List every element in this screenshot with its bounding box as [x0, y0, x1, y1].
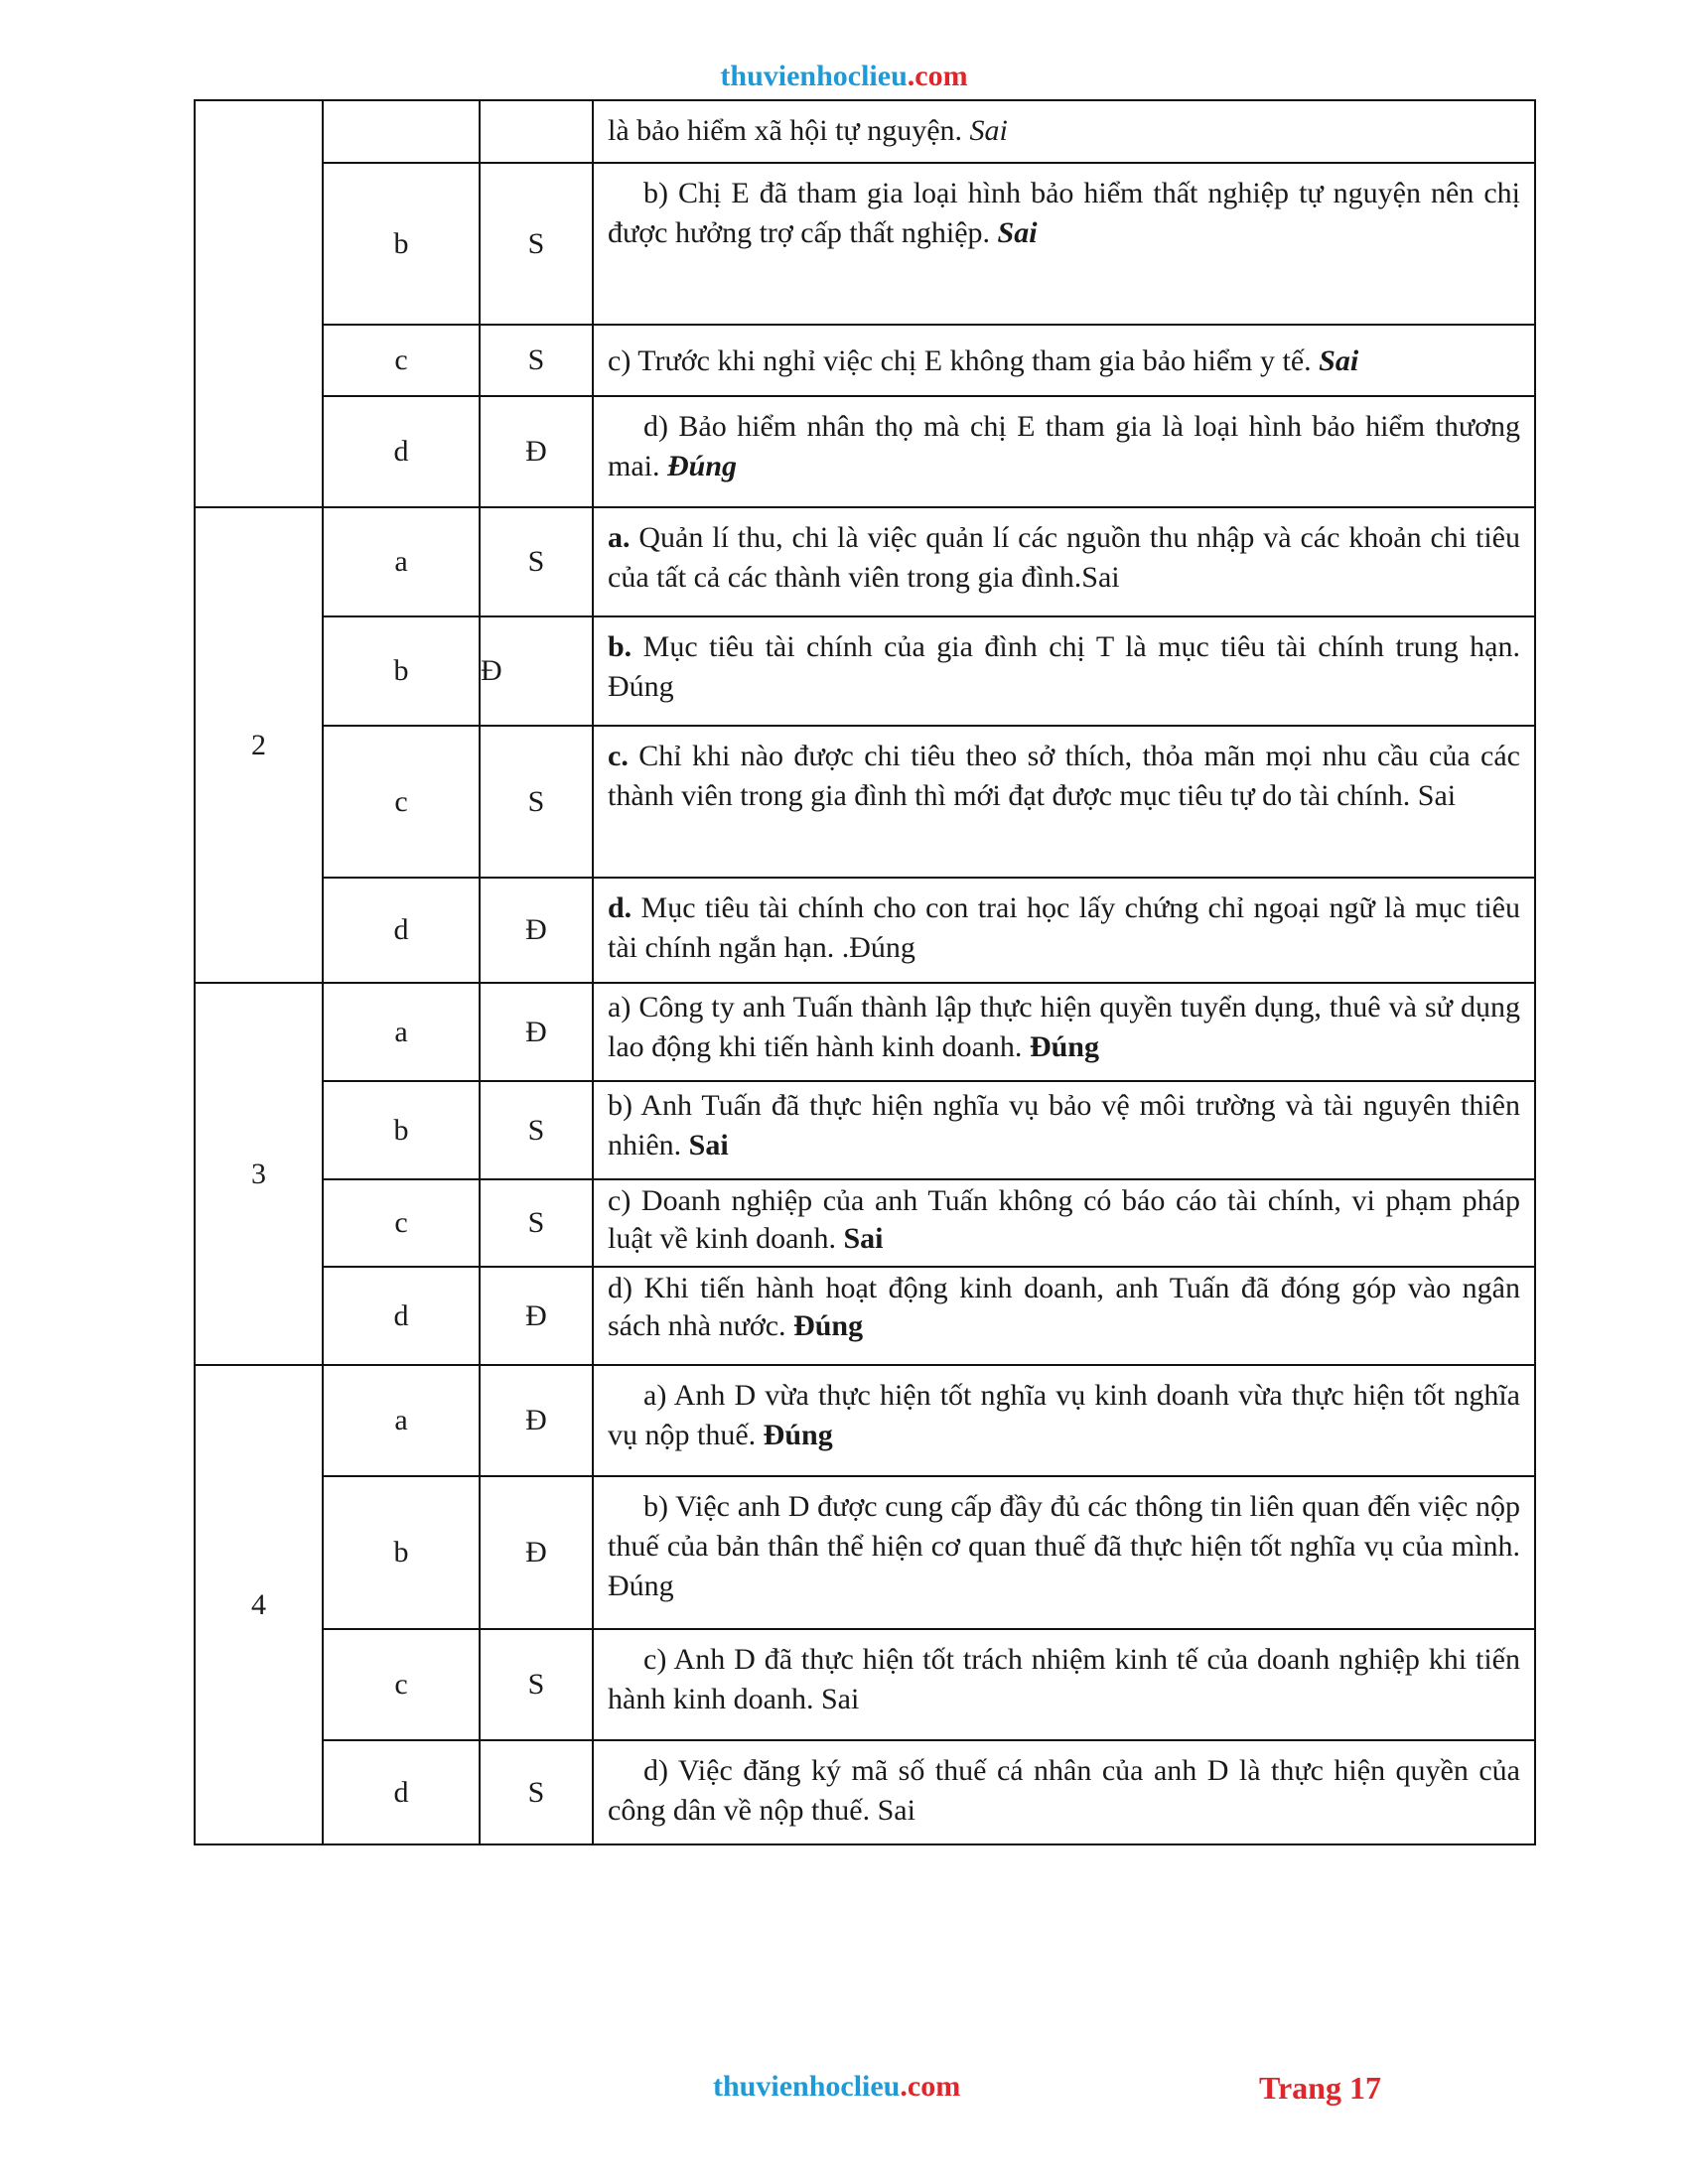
answer-verdict: Sai: [688, 1129, 729, 1161]
answer-text: d) Bảo hiểm nhân thọ mà chị E tham gia là loại hình bảo hiểm thương mai.: [608, 410, 1520, 482]
table-row: [195, 726, 1535, 878]
question-number-cell: 2: [195, 507, 323, 983]
footer-site-brand[interactable]: [713, 2070, 960, 2104]
answer-text: Chỉ khi nào được chi tiêu theo sở thích, thỏa mãn mọi nhu cầu của các thành viên trong gia đình thì mới đạt được mục tiêu tự do tài chính. Sai: [608, 740, 1520, 812]
answer-text-cell: [593, 1081, 1535, 1179]
letter-cell: a: [323, 507, 480, 616]
letter-cell: [323, 100, 480, 163]
answer-text-cell: [593, 616, 1535, 726]
mark-cell: Đ: [480, 1267, 593, 1365]
letter-cell: a: [323, 983, 480, 1081]
letter-cell: d: [323, 1267, 480, 1365]
table-row: [195, 616, 1535, 726]
answer-text: Mục tiêu tài chính cho con trai học lấy chứng chỉ ngoại ngữ là mục tiêu tài chính ngắn hạn. .Đúng: [608, 891, 1520, 964]
answer-text: d) Việc đăng ký mã số thuế cá nhân của anh D là thực hiện quyền của công dân về nộp thuế. Sai: [608, 1754, 1520, 1827]
answer-text: b) Chị E đã tham gia loại hình bảo hiểm thất nghiệp tự nguyện nên chị được hưởng trợ cấp thất nghiệp.: [608, 177, 1520, 249]
letter-cell: b: [323, 1476, 480, 1629]
answer-verdict: Đúng: [793, 1309, 864, 1342]
answer-label: d.: [608, 891, 633, 924]
mark-cell: Đ: [480, 983, 593, 1081]
mark-cell: S: [480, 163, 593, 325]
table-row: [195, 1179, 1535, 1267]
answer-verdict: Đúng: [1029, 1030, 1099, 1063]
letter-cell: c: [323, 726, 480, 878]
answer-verdict: Sai: [843, 1222, 884, 1255]
answer-text-cell: [593, 100, 1535, 163]
table-row: [195, 983, 1535, 1081]
table-row: [195, 1081, 1535, 1179]
answer-label: a.: [608, 521, 631, 554]
mark-cell: Đ: [480, 1365, 593, 1476]
table-row: [195, 1267, 1535, 1365]
answer-text-cell: [593, 878, 1535, 983]
letter-cell: d: [323, 878, 480, 983]
answer-text-cell: [593, 507, 1535, 616]
table-row: [195, 507, 1535, 616]
table-row: [195, 396, 1535, 507]
letter-cell: b: [323, 616, 480, 726]
answer-text-cell: [593, 1476, 1535, 1629]
mark-cell: [480, 100, 593, 163]
mark-cell: S: [480, 1629, 593, 1740]
answer-text-cell: [593, 983, 1535, 1081]
answer-verdict: Sai: [1319, 344, 1359, 377]
answer-text-cell: [593, 726, 1535, 878]
answer-text: d) Khi tiến hành hoạt động kinh doanh, anh Tuấn đã đóng góp vào ngân sách nhà nước.: [608, 1272, 1520, 1342]
answer-verdict: Sai: [969, 114, 1008, 147]
table-row: [195, 325, 1535, 396]
footer-brand-name: thuvienhoclieu: [713, 2070, 901, 2103]
answer-label: c.: [608, 740, 629, 772]
footer-brand-domain: .com: [900, 2070, 961, 2103]
question-number-cell: [195, 100, 323, 507]
letter-cell: c: [323, 1179, 480, 1267]
letter-cell: a: [323, 1365, 480, 1476]
table-row: [195, 1476, 1535, 1629]
answer-text-cell: [593, 1629, 1535, 1740]
letter-cell: b: [323, 163, 480, 325]
answer-verdict: Đúng: [667, 450, 738, 482]
mark-cell: S: [480, 1179, 593, 1267]
letter-cell: d: [323, 396, 480, 507]
answer-verdict: Sai: [997, 216, 1038, 249]
answer-text: c) Doanh nghiệp của anh Tuấn không có báo cáo tài chính, vi phạm pháp luật về kinh doanh.: [608, 1184, 1520, 1255]
answer-text-cell: [593, 1365, 1535, 1476]
header-brand-domain: .com: [907, 60, 968, 92]
answer-text-cell: [593, 325, 1535, 396]
answer-text: c) Trước khi nghỉ việc chị E không tham gia bảo hiểm y tế.: [608, 344, 1320, 377]
letter-cell: d: [323, 1740, 480, 1844]
table-row: [195, 878, 1535, 983]
question-number-cell: 3: [195, 983, 323, 1365]
mark-cell: Đ: [480, 1476, 593, 1629]
answer-text-cell: [593, 163, 1535, 325]
question-number-cell: 4: [195, 1365, 323, 1844]
letter-cell: c: [323, 325, 480, 396]
mark-cell: S: [480, 1740, 593, 1844]
answer-table: [194, 99, 1536, 1845]
answer-text: Mục tiêu tài chính của gia đình chị T là mục tiêu tài chính trung hạn. Đúng: [608, 630, 1520, 703]
table-row: [195, 100, 1535, 163]
table-row: [195, 1740, 1535, 1844]
table-row: [195, 163, 1535, 325]
answer-verdict: Đúng: [763, 1419, 833, 1451]
answer-label: b.: [608, 630, 633, 663]
letter-cell: c: [323, 1629, 480, 1740]
page-number: Trang 17: [1259, 2070, 1381, 2106]
table-row: [195, 1365, 1535, 1476]
answer-text: là bảo hiểm xã hội tự nguyện.: [608, 114, 970, 147]
letter-cell: b: [323, 1081, 480, 1179]
mark-cell: Đ: [480, 616, 593, 726]
mark-cell: Đ: [480, 878, 593, 983]
answer-text: a) Anh D vừa thực hiện tốt nghĩa vụ kinh doanh vừa thực hiện tốt nghĩa vụ nộp thuế.: [608, 1379, 1520, 1451]
answer-text-cell: [593, 396, 1535, 507]
answer-text: c) Anh D đã thực hiện tốt trách nhiệm kinh tế của doanh nghiệp khi tiến hành kinh doanh. Sai: [608, 1643, 1520, 1715]
answer-text-cell: [593, 1179, 1535, 1267]
answer-text-cell: [593, 1740, 1535, 1844]
mark-cell: S: [480, 1081, 593, 1179]
header-site-brand[interactable]: [0, 60, 1688, 93]
header-brand-name: thuvienhoclieu: [720, 60, 908, 92]
answer-text-cell: [593, 1267, 1535, 1365]
table-row: [195, 1629, 1535, 1740]
answer-text: a) Công ty anh Tuấn thành lập thực hiện quyền tuyển dụng, thuê và sử dụng lao động khi tiến hành kinh doanh.: [608, 991, 1520, 1063]
answer-text: b) Anh Tuấn đã thực hiện nghĩa vụ bảo vệ môi trường và tài nguyên thiên nhiên.: [608, 1089, 1520, 1161]
mark-cell: S: [480, 507, 593, 616]
mark-cell: S: [480, 325, 593, 396]
mark-cell: Đ: [480, 396, 593, 507]
mark-cell: S: [480, 726, 593, 878]
answer-text: b) Việc anh D được cung cấp đầy đủ các thông tin liên quan đến việc nộp thuế của bản thân thể hiện cơ quan thuế đã thực hiện tốt nghĩa vụ của mình. Đúng: [608, 1490, 1520, 1602]
answer-text: Quản lí thu, chi là việc quản lí các nguồn thu nhập và các khoản chi tiêu của tất cả các thành viên trong gia đình.Sai: [608, 521, 1520, 594]
